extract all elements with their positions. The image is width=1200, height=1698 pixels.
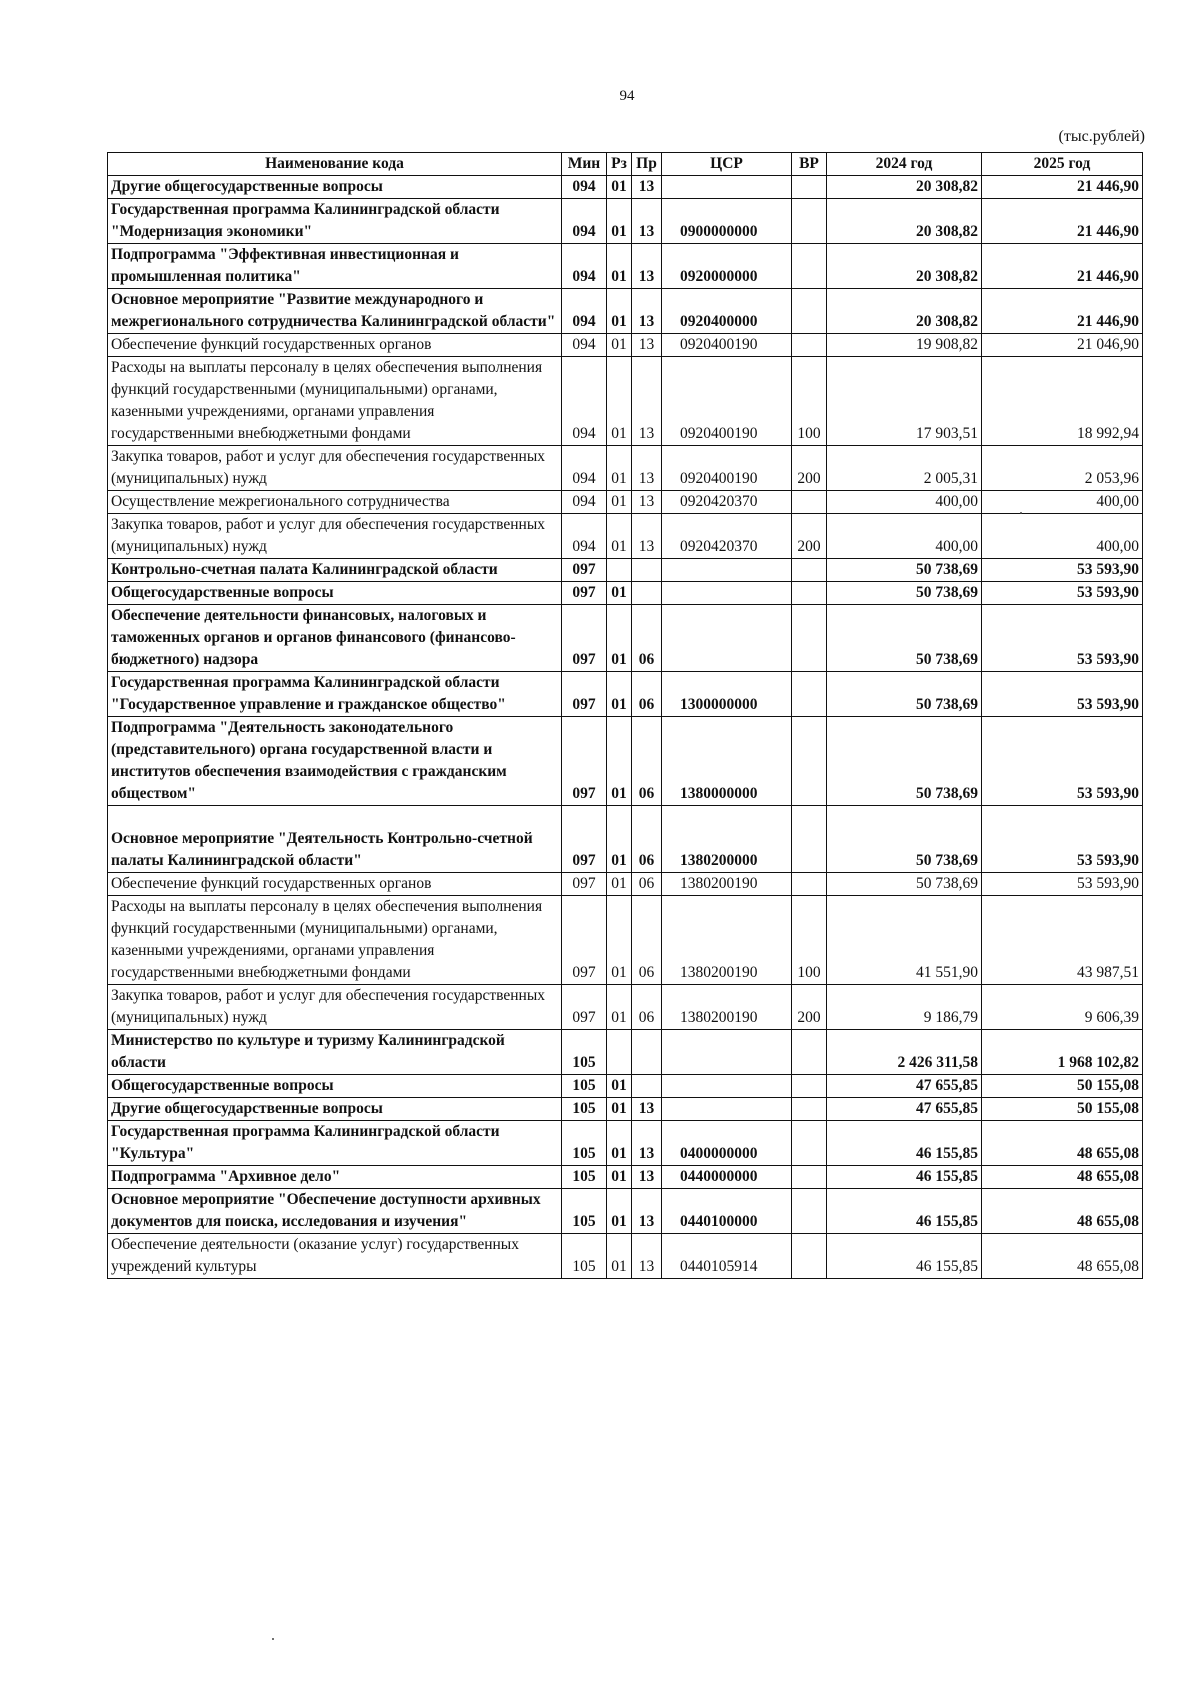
cell-y2024: 50 738,69 bbox=[827, 717, 982, 806]
cell-vr: 100 bbox=[792, 357, 827, 446]
cell-rz: 01 bbox=[607, 491, 632, 514]
cell-name: Подпрограмма "Архивное дело" bbox=[108, 1166, 562, 1189]
cell-name: Другие общегосударственные вопросы bbox=[108, 176, 562, 199]
cell-vr bbox=[792, 582, 827, 605]
cell-min: 097 bbox=[562, 559, 607, 582]
cell-rz: 01 bbox=[607, 873, 632, 896]
cell-min: 097 bbox=[562, 873, 607, 896]
cell-rz: 01 bbox=[607, 1098, 632, 1121]
cell-name: Общегосударственные вопросы bbox=[108, 582, 562, 605]
cell-rz: 01 bbox=[607, 1075, 632, 1098]
header-vr: ВР bbox=[792, 153, 827, 176]
cell-pr: 13 bbox=[632, 176, 662, 199]
cell-y2025: 21 446,90 bbox=[982, 176, 1143, 199]
cell-csr: 1380200190 bbox=[662, 896, 792, 985]
cell-y2024: 20 308,82 bbox=[827, 176, 982, 199]
cell-y2024: 20 308,82 bbox=[827, 289, 982, 334]
table-row bbox=[108, 1189, 1143, 1234]
header-pr: Пр bbox=[632, 153, 662, 176]
cell-y2024: 50 738,69 bbox=[827, 605, 982, 672]
cell-rz: 01 bbox=[607, 289, 632, 334]
cell-pr: 06 bbox=[632, 717, 662, 806]
cell-y2024: 47 655,85 bbox=[827, 1098, 982, 1121]
table-row bbox=[108, 985, 1143, 1030]
cell-csr bbox=[662, 1030, 792, 1075]
cell-min: 094 bbox=[562, 199, 607, 244]
cell-vr bbox=[792, 1189, 827, 1234]
cell-min: 105 bbox=[562, 1030, 607, 1075]
cell-vr bbox=[792, 491, 827, 514]
table-row bbox=[108, 289, 1143, 334]
table-row bbox=[108, 446, 1143, 491]
cell-csr: 0920420370 bbox=[662, 491, 792, 514]
cell-vr: 200 bbox=[792, 514, 827, 559]
cell-name: Контрольно-счетная палата Калининградской области bbox=[108, 559, 562, 582]
cell-y2024: 50 738,69 bbox=[827, 873, 982, 896]
cell-y2025: 50 155,08 bbox=[982, 1098, 1143, 1121]
cell-name: Расходы на выплаты персоналу в целях обеспечения выполнения функций государственными (муниципальными) органами, казенными учреждениями, органами управления государственными внебюджетными фондами bbox=[108, 357, 562, 446]
cell-rz bbox=[607, 1030, 632, 1075]
table-row bbox=[108, 873, 1143, 896]
cell-vr bbox=[792, 1030, 827, 1075]
cell-pr: 06 bbox=[632, 672, 662, 717]
cell-pr: 13 bbox=[632, 1234, 662, 1279]
cell-y2024: 46 155,85 bbox=[827, 1166, 982, 1189]
cell-vr bbox=[792, 244, 827, 289]
cell-y2024: 47 655,85 bbox=[827, 1075, 982, 1098]
cell-y2024: 50 738,69 bbox=[827, 672, 982, 717]
table-row bbox=[108, 1234, 1143, 1279]
cell-y2025: 53 593,90 bbox=[982, 873, 1143, 896]
cell-y2024: 46 155,85 bbox=[827, 1189, 982, 1234]
cell-min: 097 bbox=[562, 717, 607, 806]
cell-vr: 200 bbox=[792, 985, 827, 1030]
header-csr: ЦСР bbox=[662, 153, 792, 176]
cell-csr bbox=[662, 1098, 792, 1121]
cell-y2025: 48 655,08 bbox=[982, 1121, 1143, 1166]
cell-y2025: 21 446,90 bbox=[982, 199, 1143, 244]
cell-name: Основное мероприятие "Деятельность Контрольно-счетной палаты Калининградской области" bbox=[108, 806, 562, 873]
cell-pr: 06 bbox=[632, 896, 662, 985]
cell-csr bbox=[662, 176, 792, 199]
cell-min: 097 bbox=[562, 605, 607, 672]
table-header-row bbox=[108, 153, 1143, 176]
cell-min: 094 bbox=[562, 446, 607, 491]
cell-y2025: 18 992,94 bbox=[982, 357, 1143, 446]
cell-name: Обеспечение деятельности финансовых, налоговых и таможенных органов и органов финансового (финансово-бюджетного) надзора bbox=[108, 605, 562, 672]
cell-y2025: 400,00 bbox=[982, 514, 1143, 559]
cell-rz: 01 bbox=[607, 605, 632, 672]
cell-y2025: 48 655,08 bbox=[982, 1234, 1143, 1279]
cell-rz: 01 bbox=[607, 199, 632, 244]
cell-min: 094 bbox=[562, 357, 607, 446]
cell-csr: 0920400190 bbox=[662, 446, 792, 491]
cell-min: 094 bbox=[562, 176, 607, 199]
cell-pr: 06 bbox=[632, 605, 662, 672]
table-row bbox=[108, 244, 1143, 289]
cell-csr: 1380200000 bbox=[662, 806, 792, 873]
scan-speck bbox=[272, 1638, 274, 1640]
cell-name: Обеспечение деятельности (оказание услуг) государственных учреждений культуры bbox=[108, 1234, 562, 1279]
cell-vr bbox=[792, 199, 827, 244]
cell-csr: 0920400190 bbox=[662, 334, 792, 357]
cell-min: 094 bbox=[562, 334, 607, 357]
cell-y2024: 41 551,90 bbox=[827, 896, 982, 985]
header-rz: Рз bbox=[607, 153, 632, 176]
cell-csr: 1380200190 bbox=[662, 985, 792, 1030]
cell-y2024: 50 738,69 bbox=[827, 559, 982, 582]
cell-csr: 1380200190 bbox=[662, 873, 792, 896]
cell-rz: 01 bbox=[607, 1121, 632, 1166]
cell-min: 105 bbox=[562, 1166, 607, 1189]
cell-vr bbox=[792, 605, 827, 672]
cell-min: 105 bbox=[562, 1075, 607, 1098]
cell-min: 105 bbox=[562, 1234, 607, 1279]
cell-min: 097 bbox=[562, 672, 607, 717]
cell-pr: 13 bbox=[632, 289, 662, 334]
cell-csr: 0920400000 bbox=[662, 289, 792, 334]
cell-y2025: 50 155,08 bbox=[982, 1075, 1143, 1098]
cell-rz: 01 bbox=[607, 672, 632, 717]
cell-y2025: 53 593,90 bbox=[982, 672, 1143, 717]
cell-name: Подпрограмма "Деятельность законодательного (представительного) органа государственной власти и институтов обеспечения взаимодействия с гражданским обществом" bbox=[108, 717, 562, 806]
cell-rz bbox=[607, 559, 632, 582]
table-row bbox=[108, 605, 1143, 672]
table-row bbox=[108, 717, 1143, 806]
cell-name: Государственная программа Калининградской области "Государственное управление и гражданское общество" bbox=[108, 672, 562, 717]
cell-vr bbox=[792, 1075, 827, 1098]
cell-csr bbox=[662, 559, 792, 582]
cell-name: Подпрограмма "Эффективная инвестиционная и промышленная политика" bbox=[108, 244, 562, 289]
cell-pr: 13 bbox=[632, 1121, 662, 1166]
cell-csr: 0440000000 bbox=[662, 1166, 792, 1189]
cell-name: Государственная программа Калининградской области "Культура" bbox=[108, 1121, 562, 1166]
cell-pr: 13 bbox=[632, 491, 662, 514]
cell-y2025: 400,00 bbox=[982, 491, 1143, 514]
cell-csr: 0440105914 bbox=[662, 1234, 792, 1279]
table-row bbox=[108, 1166, 1143, 1189]
cell-vr bbox=[792, 672, 827, 717]
cell-y2025: 21 446,90 bbox=[982, 244, 1143, 289]
table-row bbox=[108, 896, 1143, 985]
cell-y2025: 53 593,90 bbox=[982, 806, 1143, 873]
table-row bbox=[108, 1098, 1143, 1121]
table-row bbox=[108, 1030, 1143, 1075]
cell-y2024: 46 155,85 bbox=[827, 1121, 982, 1166]
cell-vr bbox=[792, 806, 827, 873]
cell-csr: 0440100000 bbox=[662, 1189, 792, 1234]
page-number: 94 bbox=[619, 88, 635, 104]
table-row bbox=[108, 491, 1143, 514]
table-row bbox=[108, 1121, 1143, 1166]
cell-min: 097 bbox=[562, 985, 607, 1030]
cell-rz: 01 bbox=[607, 176, 632, 199]
cell-y2024: 50 738,69 bbox=[827, 582, 982, 605]
cell-vr bbox=[792, 873, 827, 896]
cell-y2024: 50 738,69 bbox=[827, 806, 982, 873]
cell-y2024: 400,00 bbox=[827, 491, 982, 514]
cell-min: 105 bbox=[562, 1098, 607, 1121]
cell-vr bbox=[792, 559, 827, 582]
header-2024: 2024 год bbox=[827, 153, 982, 176]
cell-name: Обеспечение функций государственных органов bbox=[108, 873, 562, 896]
cell-vr bbox=[792, 176, 827, 199]
cell-y2025: 48 655,08 bbox=[982, 1189, 1143, 1234]
cell-y2024: 19 908,82 bbox=[827, 334, 982, 357]
cell-name: Обеспечение функций государственных органов bbox=[108, 334, 562, 357]
cell-csr: 0900000000 bbox=[662, 199, 792, 244]
cell-name: Государственная программа Калининградской области "Модернизация экономики" bbox=[108, 199, 562, 244]
cell-vr: 200 bbox=[792, 446, 827, 491]
cell-pr bbox=[632, 1075, 662, 1098]
table-row bbox=[108, 1075, 1143, 1098]
cell-vr bbox=[792, 334, 827, 357]
table-row bbox=[108, 672, 1143, 717]
header-min: Мин bbox=[562, 153, 607, 176]
table-row bbox=[108, 514, 1143, 559]
cell-name: Расходы на выплаты персоналу в целях обеспечения выполнения функций государственными (муниципальными) органами, казенными учреждениями, органами управления государственными внебюджетными фондами bbox=[108, 896, 562, 985]
cell-vr bbox=[792, 289, 827, 334]
cell-pr: 13 bbox=[632, 1098, 662, 1121]
cell-csr: 1380000000 bbox=[662, 717, 792, 806]
cell-pr: 13 bbox=[632, 514, 662, 559]
cell-y2024: 400,00 bbox=[827, 514, 982, 559]
cell-vr bbox=[792, 1234, 827, 1279]
cell-vr: 100 bbox=[792, 896, 827, 985]
cell-rz: 01 bbox=[607, 1234, 632, 1279]
cell-csr bbox=[662, 605, 792, 672]
cell-y2025: 9 606,39 bbox=[982, 985, 1143, 1030]
cell-rz: 01 bbox=[607, 244, 632, 289]
cell-pr: 06 bbox=[632, 873, 662, 896]
table-row bbox=[108, 559, 1143, 582]
cell-pr: 13 bbox=[632, 1166, 662, 1189]
cell-vr bbox=[792, 1166, 827, 1189]
units-note: (тыс.рублей) bbox=[1058, 128, 1145, 145]
cell-rz: 01 bbox=[607, 985, 632, 1030]
cell-y2025: 2 053,96 bbox=[982, 446, 1143, 491]
cell-min: 105 bbox=[562, 1121, 607, 1166]
cell-rz: 01 bbox=[607, 334, 632, 357]
cell-rz: 01 bbox=[607, 896, 632, 985]
cell-y2024: 2 005,31 bbox=[827, 446, 982, 491]
cell-vr bbox=[792, 1098, 827, 1121]
table-row bbox=[108, 582, 1143, 605]
cell-name: Министерство по культуре и туризму Калининградской области bbox=[108, 1030, 562, 1075]
cell-pr: 13 bbox=[632, 244, 662, 289]
table-row bbox=[108, 334, 1143, 357]
cell-rz: 01 bbox=[607, 717, 632, 806]
cell-min: 097 bbox=[562, 896, 607, 985]
cell-y2024: 2 426 311,58 bbox=[827, 1030, 982, 1075]
cell-y2025: 53 593,90 bbox=[982, 582, 1143, 605]
cell-y2025: 21 446,90 bbox=[982, 289, 1143, 334]
cell-vr bbox=[792, 1121, 827, 1166]
cell-pr: 13 bbox=[632, 1189, 662, 1234]
cell-csr bbox=[662, 1075, 792, 1098]
header-name: Наименование кода bbox=[108, 153, 562, 176]
cell-pr: 13 bbox=[632, 334, 662, 357]
cell-pr: 13 bbox=[632, 357, 662, 446]
cell-pr: 13 bbox=[632, 199, 662, 244]
table-row bbox=[108, 806, 1143, 873]
cell-rz: 01 bbox=[607, 1166, 632, 1189]
cell-pr: 13 bbox=[632, 446, 662, 491]
cell-y2024: 9 186,79 bbox=[827, 985, 982, 1030]
cell-rz: 01 bbox=[607, 582, 632, 605]
cell-y2024: 17 903,51 bbox=[827, 357, 982, 446]
cell-name: Основное мероприятие "Обеспечение доступности архивных документов для поиска, исследования и изучения" bbox=[108, 1189, 562, 1234]
cell-y2024: 20 308,82 bbox=[827, 244, 982, 289]
cell-y2024: 20 308,82 bbox=[827, 199, 982, 244]
cell-csr: 0920000000 bbox=[662, 244, 792, 289]
table-row bbox=[108, 357, 1143, 446]
cell-y2025: 21 046,90 bbox=[982, 334, 1143, 357]
header-2025: 2025 год bbox=[982, 153, 1143, 176]
cell-min: 105 bbox=[562, 1189, 607, 1234]
cell-csr: 0920400190 bbox=[662, 357, 792, 446]
table-row bbox=[108, 199, 1143, 244]
cell-y2025: 53 593,90 bbox=[982, 717, 1143, 806]
cell-rz: 01 bbox=[607, 446, 632, 491]
cell-name: Другие общегосударственные вопросы bbox=[108, 1098, 562, 1121]
cell-name: Осуществление межрегионального сотрудничества bbox=[108, 491, 562, 514]
cell-min: 097 bbox=[562, 806, 607, 873]
cell-pr bbox=[632, 559, 662, 582]
budget-table bbox=[107, 152, 1143, 1279]
cell-y2025: 48 655,08 bbox=[982, 1166, 1143, 1189]
cell-min: 094 bbox=[562, 289, 607, 334]
cell-pr: 06 bbox=[632, 985, 662, 1030]
cell-rz: 01 bbox=[607, 514, 632, 559]
cell-y2025: 53 593,90 bbox=[982, 559, 1143, 582]
cell-name: Основное мероприятие "Развитие международного и межрегионального сотрудничества Калининградской области" bbox=[108, 289, 562, 334]
cell-y2024: 46 155,85 bbox=[827, 1234, 982, 1279]
cell-csr: 0920420370 bbox=[662, 514, 792, 559]
cell-csr: 1300000000 bbox=[662, 672, 792, 717]
cell-name: Закупка товаров, работ и услуг для обеспечения государственных (муниципальных) нужд bbox=[108, 985, 562, 1030]
cell-pr: 06 bbox=[632, 806, 662, 873]
cell-name: Закупка товаров, работ и услуг для обеспечения государственных (муниципальных) нужд bbox=[108, 446, 562, 491]
cell-y2025: 1 968 102,82 bbox=[982, 1030, 1143, 1075]
cell-rz: 01 bbox=[607, 806, 632, 873]
cell-pr bbox=[632, 1030, 662, 1075]
cell-rz: 01 bbox=[607, 1189, 632, 1234]
table-body bbox=[108, 176, 1143, 1279]
cell-csr: 0400000000 bbox=[662, 1121, 792, 1166]
cell-min: 094 bbox=[562, 244, 607, 289]
cell-y2025: 53 593,90 bbox=[982, 605, 1143, 672]
scan-speck bbox=[1020, 512, 1022, 514]
cell-y2025: 43 987,51 bbox=[982, 896, 1143, 985]
cell-min: 094 bbox=[562, 491, 607, 514]
cell-pr bbox=[632, 582, 662, 605]
table-row bbox=[108, 176, 1143, 199]
cell-name: Общегосударственные вопросы bbox=[108, 1075, 562, 1098]
cell-name: Закупка товаров, работ и услуг для обеспечения государственных (муниципальных) нужд bbox=[108, 514, 562, 559]
cell-vr bbox=[792, 717, 827, 806]
cell-csr bbox=[662, 582, 792, 605]
cell-min: 097 bbox=[562, 582, 607, 605]
cell-rz: 01 bbox=[607, 357, 632, 446]
cell-min: 094 bbox=[562, 514, 607, 559]
